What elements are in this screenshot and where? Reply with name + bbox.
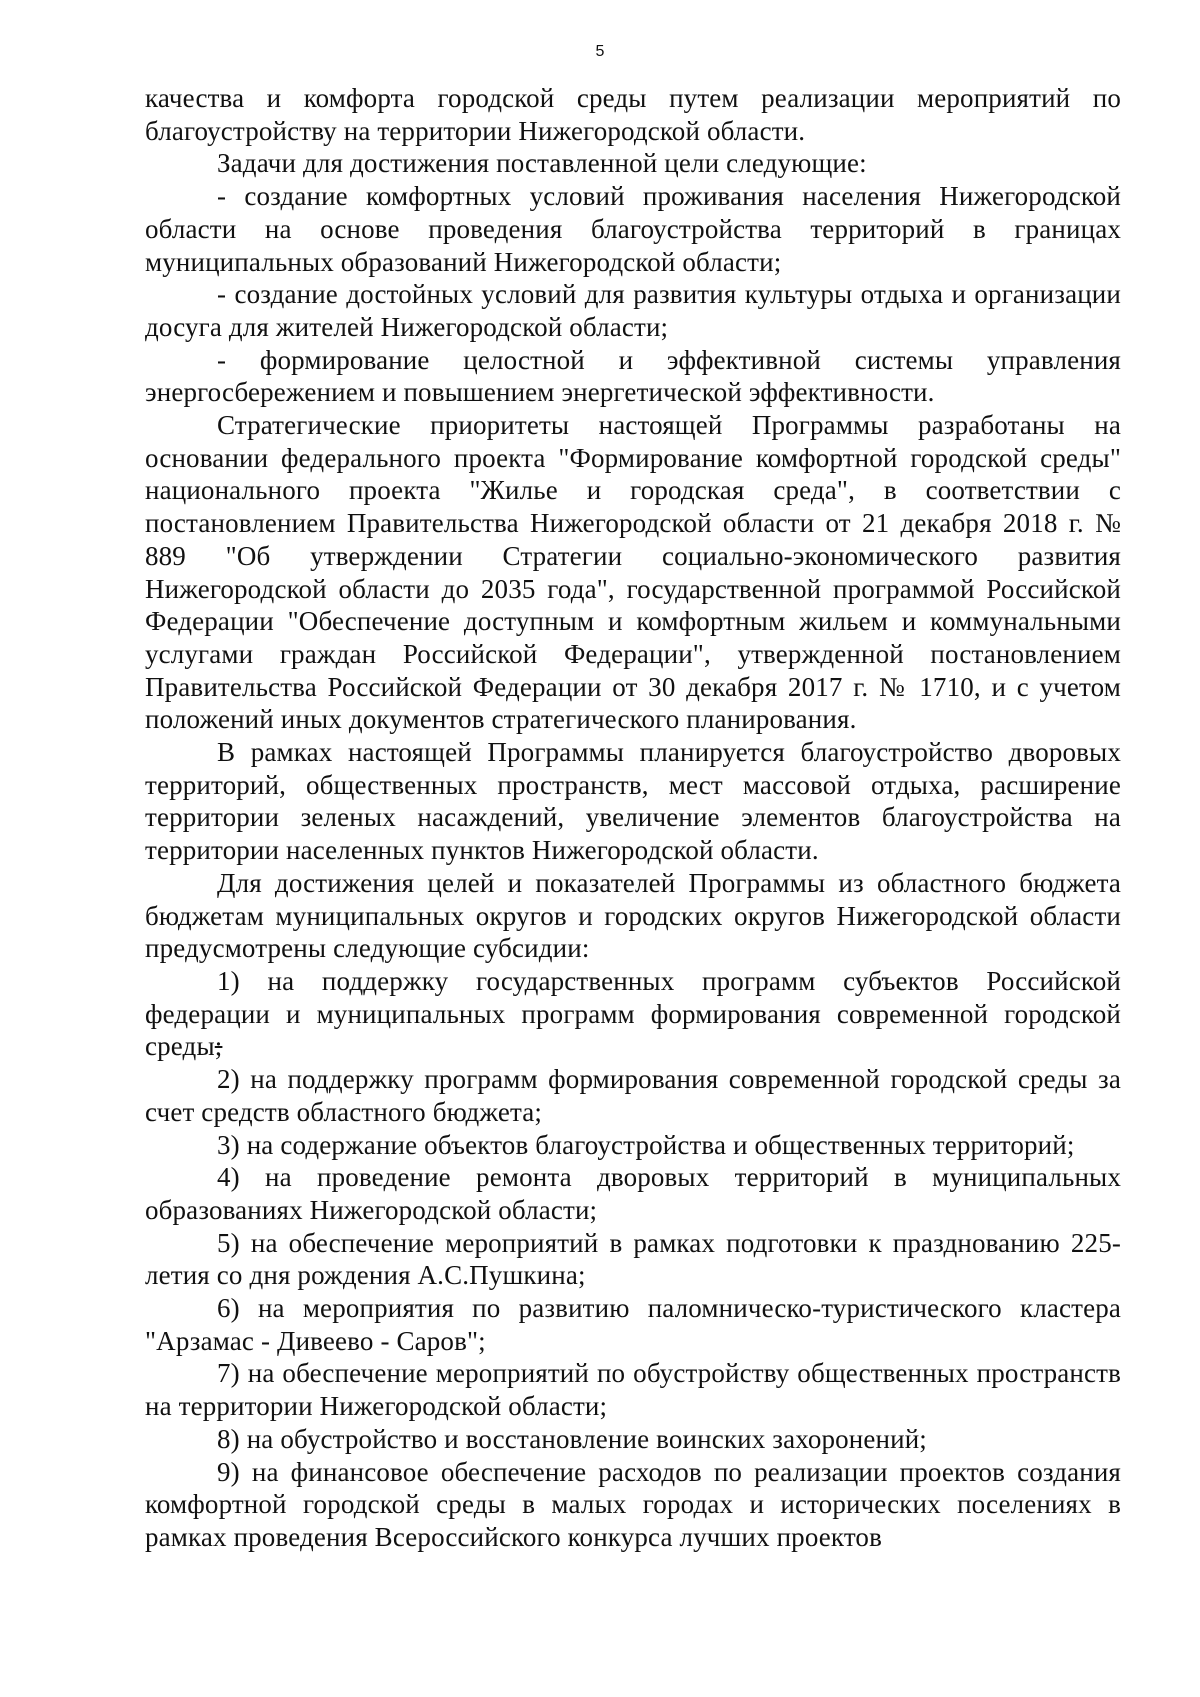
paragraph-goal-continuation: качества и комфорта городской среды путем реализации мероприятий по благоустройству на территории Нижегородской области. — [145, 83, 1121, 146]
paragraph-program-scope: В рамках настоящей Программы планируется благоустройство дворовых территорий, общественных пространств, мест массовой отдыха, расширение территории зеленых насаждений, увеличение элементов благоустройства на территории населенных пунктов Нижегородской области. — [145, 737, 1121, 866]
paragraph-subsidy-3: 3) на содержание объектов благоустройства и общественных территорий; — [217, 1129, 1075, 1160]
paragraph-task-3: - формирование целостной и эффективной системы управления энергосбережением и повышением энергетической эффективности. — [145, 344, 1121, 408]
struck-semicolon: ; — [214, 1031, 223, 1062]
paragraph-subsidy-1 — [145, 965, 1121, 1063]
paragraph-subsidy-4: 4) на проведение ремонта дворовых территорий в муниципальных образованиях Нижегородской области; — [145, 1162, 1121, 1225]
paragraph-strategic-priorities: Стратегические приоритеты настоящей Программы разработаны на основании федерального проекта "Формирование комфортной городской среды" национального проекта "Жилье и городская среда", в соответствии с постановлением Правительства Нижегородской области от 21 декабря 2018 г. № 889 "Об утверждении Стратегии социально-экономического развития Нижегородской области до 2035 года", государственной программой Российской Федерации "Обеспечение доступным и комфортным жильем и коммунальными услугами граждан Российской Федерации", утвержденной постановлением Правительства Российской Федерации от 30 декабря 2017 г. № 1710, и с учетом положений иных документов стратегического планирования. — [145, 410, 1121, 735]
paragraph-subsidy-9: 9) на финансовое обеспечение расходов по реализации проектов создания комфортной городской среды в малых городах и исторических поселениях в рамках проведения Всероссийского конкурса лучших проектов — [145, 1456, 1121, 1552]
page-number: 5 — [595, 43, 605, 60]
paragraph-task-2: - создание достойных условий для развития культуры отдыха и организации досуга для жителей Нижегородской области; — [145, 279, 1121, 342]
subsidy-1-text: 1) на поддержку государственных программ субъектов Российской федерации и муниципальных программ формирования современной городской среды — [145, 965, 1121, 1062]
paragraph-subsidy-5: 5) на обеспечение мероприятий в рамках подготовки к празднованию 225-летия со дня рождения А.С.Пушкина; — [145, 1227, 1121, 1291]
document-body — [145, 82, 1121, 1554]
paragraph-subsidy-8: 8) на обустройство и восстановление воинских захоронений; — [217, 1423, 927, 1454]
paragraph-task-1: - создание комфортных условий проживания населения Нижегородской области на основе проведения благоустройства территорий в границах муниципальных образований Нижегородской области; — [145, 181, 1121, 277]
paragraph-subsidy-7: 7) на обеспечение мероприятий по обустройству общественных пространств на территории Нижегородской области; — [145, 1358, 1121, 1422]
paragraph-tasks-intro: Задачи для достижения поставленной цели следующие: — [217, 148, 867, 179]
paragraph-subsidies-intro: Для достижения целей и показателей Программы из областного бюджета бюджетам муниципальных округов и городских округов Нижегородской области предусмотрены следующие субсидии: — [145, 867, 1121, 964]
paragraph-subsidy-6: 6) на мероприятия по развитию паломническо-туристического кластера "Арзамас - Дивеево - Саров"; — [145, 1293, 1121, 1356]
paragraph-subsidy-2: 2) на поддержку программ формирования современной городской среды за счет средств областного бюджета; — [145, 1064, 1121, 1127]
